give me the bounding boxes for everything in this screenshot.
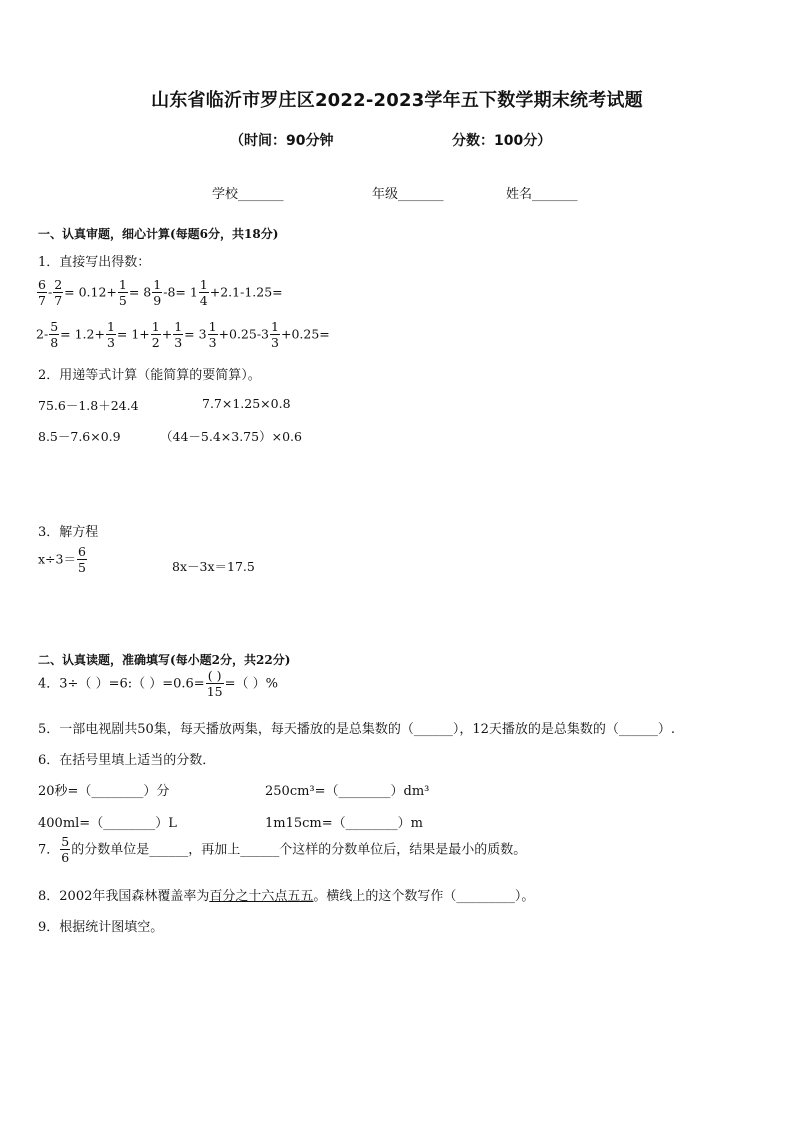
question-8: 8．2002年我国森林覆盖率为百分之十六点五五。横线上的这个数写作（_________）。: [38, 889, 535, 904]
q3-equation-1: x÷3＝ $\frac{6}{5}$: [38, 544, 86, 575]
fraction: $\frac{6}{5}$: [77, 544, 86, 575]
fraction: $\frac{1}{3}$: [208, 319, 217, 350]
fraction: $\frac{5}{6}$: [61, 834, 70, 865]
q1-row-2: 2- $\frac{5}{8}$ = 1.2+ $\frac{1}{3}$ = 1+ $\frac{1}{2}$ + $\frac{1}{3}$ = 3 $\frac{1}{3}$ +0.25-3 $\frac{1}{3}$ +0.25=: [36, 319, 330, 350]
fraction: $\frac{1}{2}$: [151, 319, 160, 350]
underlined-number-words: 百分之十六点五五: [209, 889, 314, 904]
q2-expression-2: 7.7×1.25×0.8: [202, 396, 291, 411]
fraction: $\frac{( )}{15}$: [206, 668, 223, 699]
fraction: $\frac{1}{3}$: [174, 319, 183, 350]
fraction: $\frac{1}{4}$: [199, 277, 208, 308]
question-6-label: 6．在括号里填上适当的分数．: [38, 753, 216, 768]
q1-row-1: $\frac{6}{7}$ - $\frac{2}{7}$ = 0.12+ $\frac{1}{5}$ = 8 $\frac{1}{9}$ -8= 1 $\frac{1}{4}$ +2.1-1.25=: [38, 277, 283, 308]
question-4: 4．3÷（ ）=6:（ ）=0.6= $\frac{( )}{15}$ =（ ）%: [38, 668, 278, 699]
fraction: $\frac{5}{8}$: [50, 319, 59, 350]
fraction: $\frac{1}{5}$: [118, 277, 127, 308]
section-2-heading: 二、认真读题，准确填写(每小题2分，共22分): [38, 653, 291, 667]
question-5: 5．一部电视剧共50集，每天播放两集，每天播放的是总集数的（______），12天播放的是总集数的（______）.: [38, 722, 675, 737]
name-field: 姓名_______: [506, 187, 578, 202]
fraction: $\frac{1}{3}$: [106, 319, 115, 350]
page-title: 山东省临沂市罗庄区2022-2023学年五下数学期末统考试题: [151, 90, 643, 111]
q6-item-1: 20秒=（________）分: [38, 784, 170, 799]
q6-item-3: 400ml=（________）L: [38, 816, 177, 831]
question-1-label: 1．直接写出得数：: [38, 255, 151, 270]
q2-expression-3: 8.5－7.6×0.9: [38, 429, 121, 444]
q6-item-4: 1m15cm=（________）m: [265, 816, 423, 831]
fraction: $\frac{2}{7}$: [54, 277, 63, 308]
fraction: $\frac{6}{7}$: [38, 277, 46, 308]
grade-field: 年级_______: [372, 187, 444, 202]
fraction: $\frac{1}{3}$: [271, 319, 279, 350]
section-1-heading: 一、认真审题，细心计算(每题6分，共18分): [38, 227, 279, 241]
question-3-label: 3．解方程: [38, 525, 99, 540]
question-7: 7． $\frac{5}{6}$ 的分数单位是______，再加上______个这样的分数单位后，结果是最小的质数。: [38, 834, 527, 865]
exam-score: 分数：100分）: [452, 133, 552, 149]
q3-equation-2: 8x－3x＝17.5: [172, 559, 255, 574]
q6-item-2: 250cm³=（________）dm³: [265, 784, 430, 799]
q2-expression-4: （44－5.4×3.75）×0.6: [160, 429, 302, 444]
question-9-label: 9．根据统计图填空。: [38, 920, 164, 935]
school-field: 学校_______: [212, 187, 284, 202]
fraction: $\frac{1}{9}$: [153, 277, 162, 308]
question-2-label: 2．用递等式计算（能简算的要简算）。: [38, 368, 261, 383]
q2-expression-1: 75.6－1.8＋24.4: [38, 398, 139, 413]
exam-time: （时间：90分钟: [230, 133, 334, 149]
